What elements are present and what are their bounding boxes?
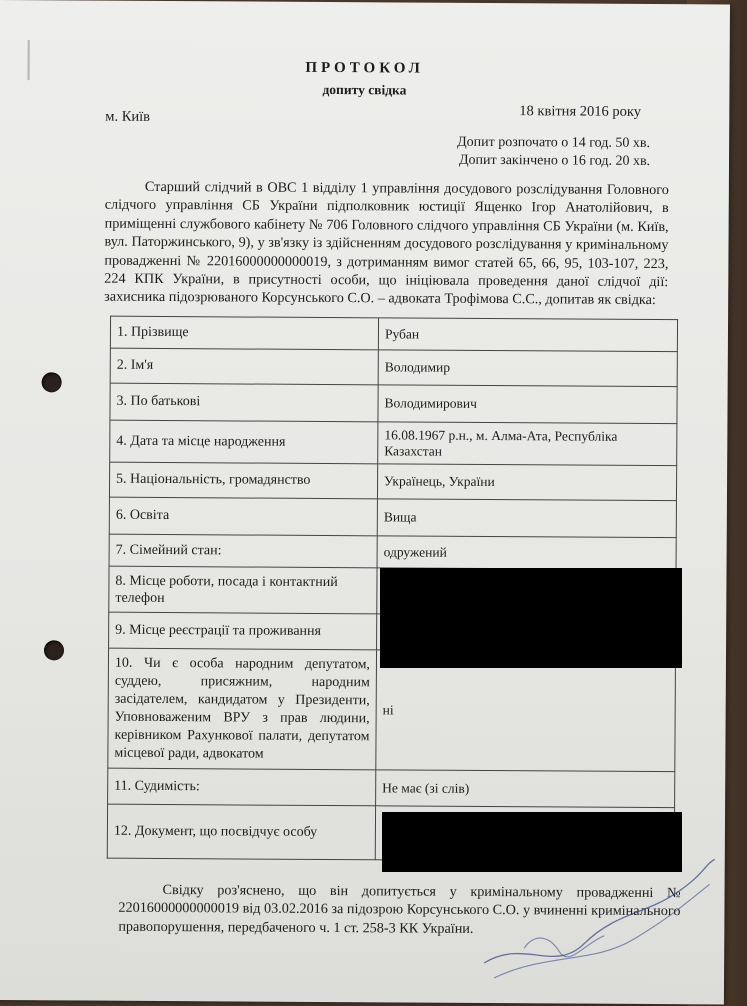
row-value: 16.08.1967 р.н., м. Алма-Ата, Республіка Казахстан [378, 422, 677, 466]
row-value: Рубан [378, 318, 677, 352]
row-label: 9. Місце реєстрації та проживання [109, 612, 377, 650]
row-value: Вища [377, 499, 676, 538]
row-value: ні [376, 650, 676, 772]
row-label: 5. Національність, громадянство [109, 462, 377, 499]
punch-hole-icon [42, 372, 62, 392]
row-label: 11. Судимість: [108, 768, 376, 806]
punch-hole-icon [44, 640, 64, 660]
row-value: одружений [377, 536, 676, 570]
row-label: 2. Ім'я [110, 348, 378, 385]
end-time: Допит закінчено о 16 год. 20 хв. [458, 152, 651, 169]
row-label: 10. Чи є особа народним депутатом, суддею, присяжним, народним засідателем, кандидатом у Президенти, Уповноваженим ВРУ з прав людини, керівником Рахункової палати, депутатом місцевої ради, адвокатом [108, 648, 377, 770]
table-row [109, 462, 676, 500]
row-label: 4. Дата та місце народження [110, 420, 378, 464]
table-row [110, 420, 677, 465]
table-row [110, 348, 677, 386]
table-row [110, 383, 677, 423]
row-value: Володимирович [378, 385, 677, 424]
table-row [110, 316, 677, 351]
row-value: Не має (зі слів) [376, 770, 675, 808]
row-value: Українець, України [377, 464, 676, 501]
row-label: 3. По батькові [110, 383, 378, 422]
row-value: Володимир [378, 350, 677, 387]
row-label: 1. Прізвище [110, 316, 378, 350]
table-row [109, 534, 676, 569]
document-title: ПРОТОКОЛ [305, 59, 424, 77]
intro-paragraph: Старший слідчий в ОВС 1 відділу 1 управління досудового розслідування Головного слідчого управління СБ України підполковник юстиції Ященко Ігор Анатолійович, в приміщенні службового кабінету № 706 Головного слідчого управління СБ України (м. Київ, вул. Паторжинського, 9), у зв'язку із здійсненням досудового розслідування у кримінальному провадженні № 22016000000000019, з дотриманням вимог статей 65, 66, 95, 103-107, 223, 224 КПК України, в присутності особи, що ініціювала проведення даної слідчої дії: захисника підозрюваного Корсунського С.О. – адвоката Трофімова С.С., допитав як свідка: [104, 178, 669, 309]
redaction-block [380, 568, 682, 668]
row-label: 12. Документ, що посвідчує особу [107, 804, 375, 860]
document-date: 18 квітня 2016 року [519, 103, 642, 120]
redaction-block [382, 812, 682, 872]
city: м. Київ [105, 108, 151, 125]
row-label: 8. Місце роботи, посада і контактний телефон [109, 566, 377, 614]
document-subtitle: допиту свідка [322, 81, 407, 98]
table-row [108, 768, 675, 807]
row-label: 6. Освіта [109, 497, 377, 536]
row-label: 7. Сімейний стан: [109, 534, 377, 568]
table-row [109, 497, 676, 537]
outro-paragraph: Свідку роз'яснено, що він допитується у кримінальному провадженні № 22016000000000019 від 03.02.2016 за підозрою Корсунського С.О. у вчиненні кримінального правопорушення, передбаченого ч. 1 ст. 258-3 КК України. [118, 882, 681, 937]
start-time: Допит розпочато о 14 год. 50 хв. [457, 134, 651, 151]
